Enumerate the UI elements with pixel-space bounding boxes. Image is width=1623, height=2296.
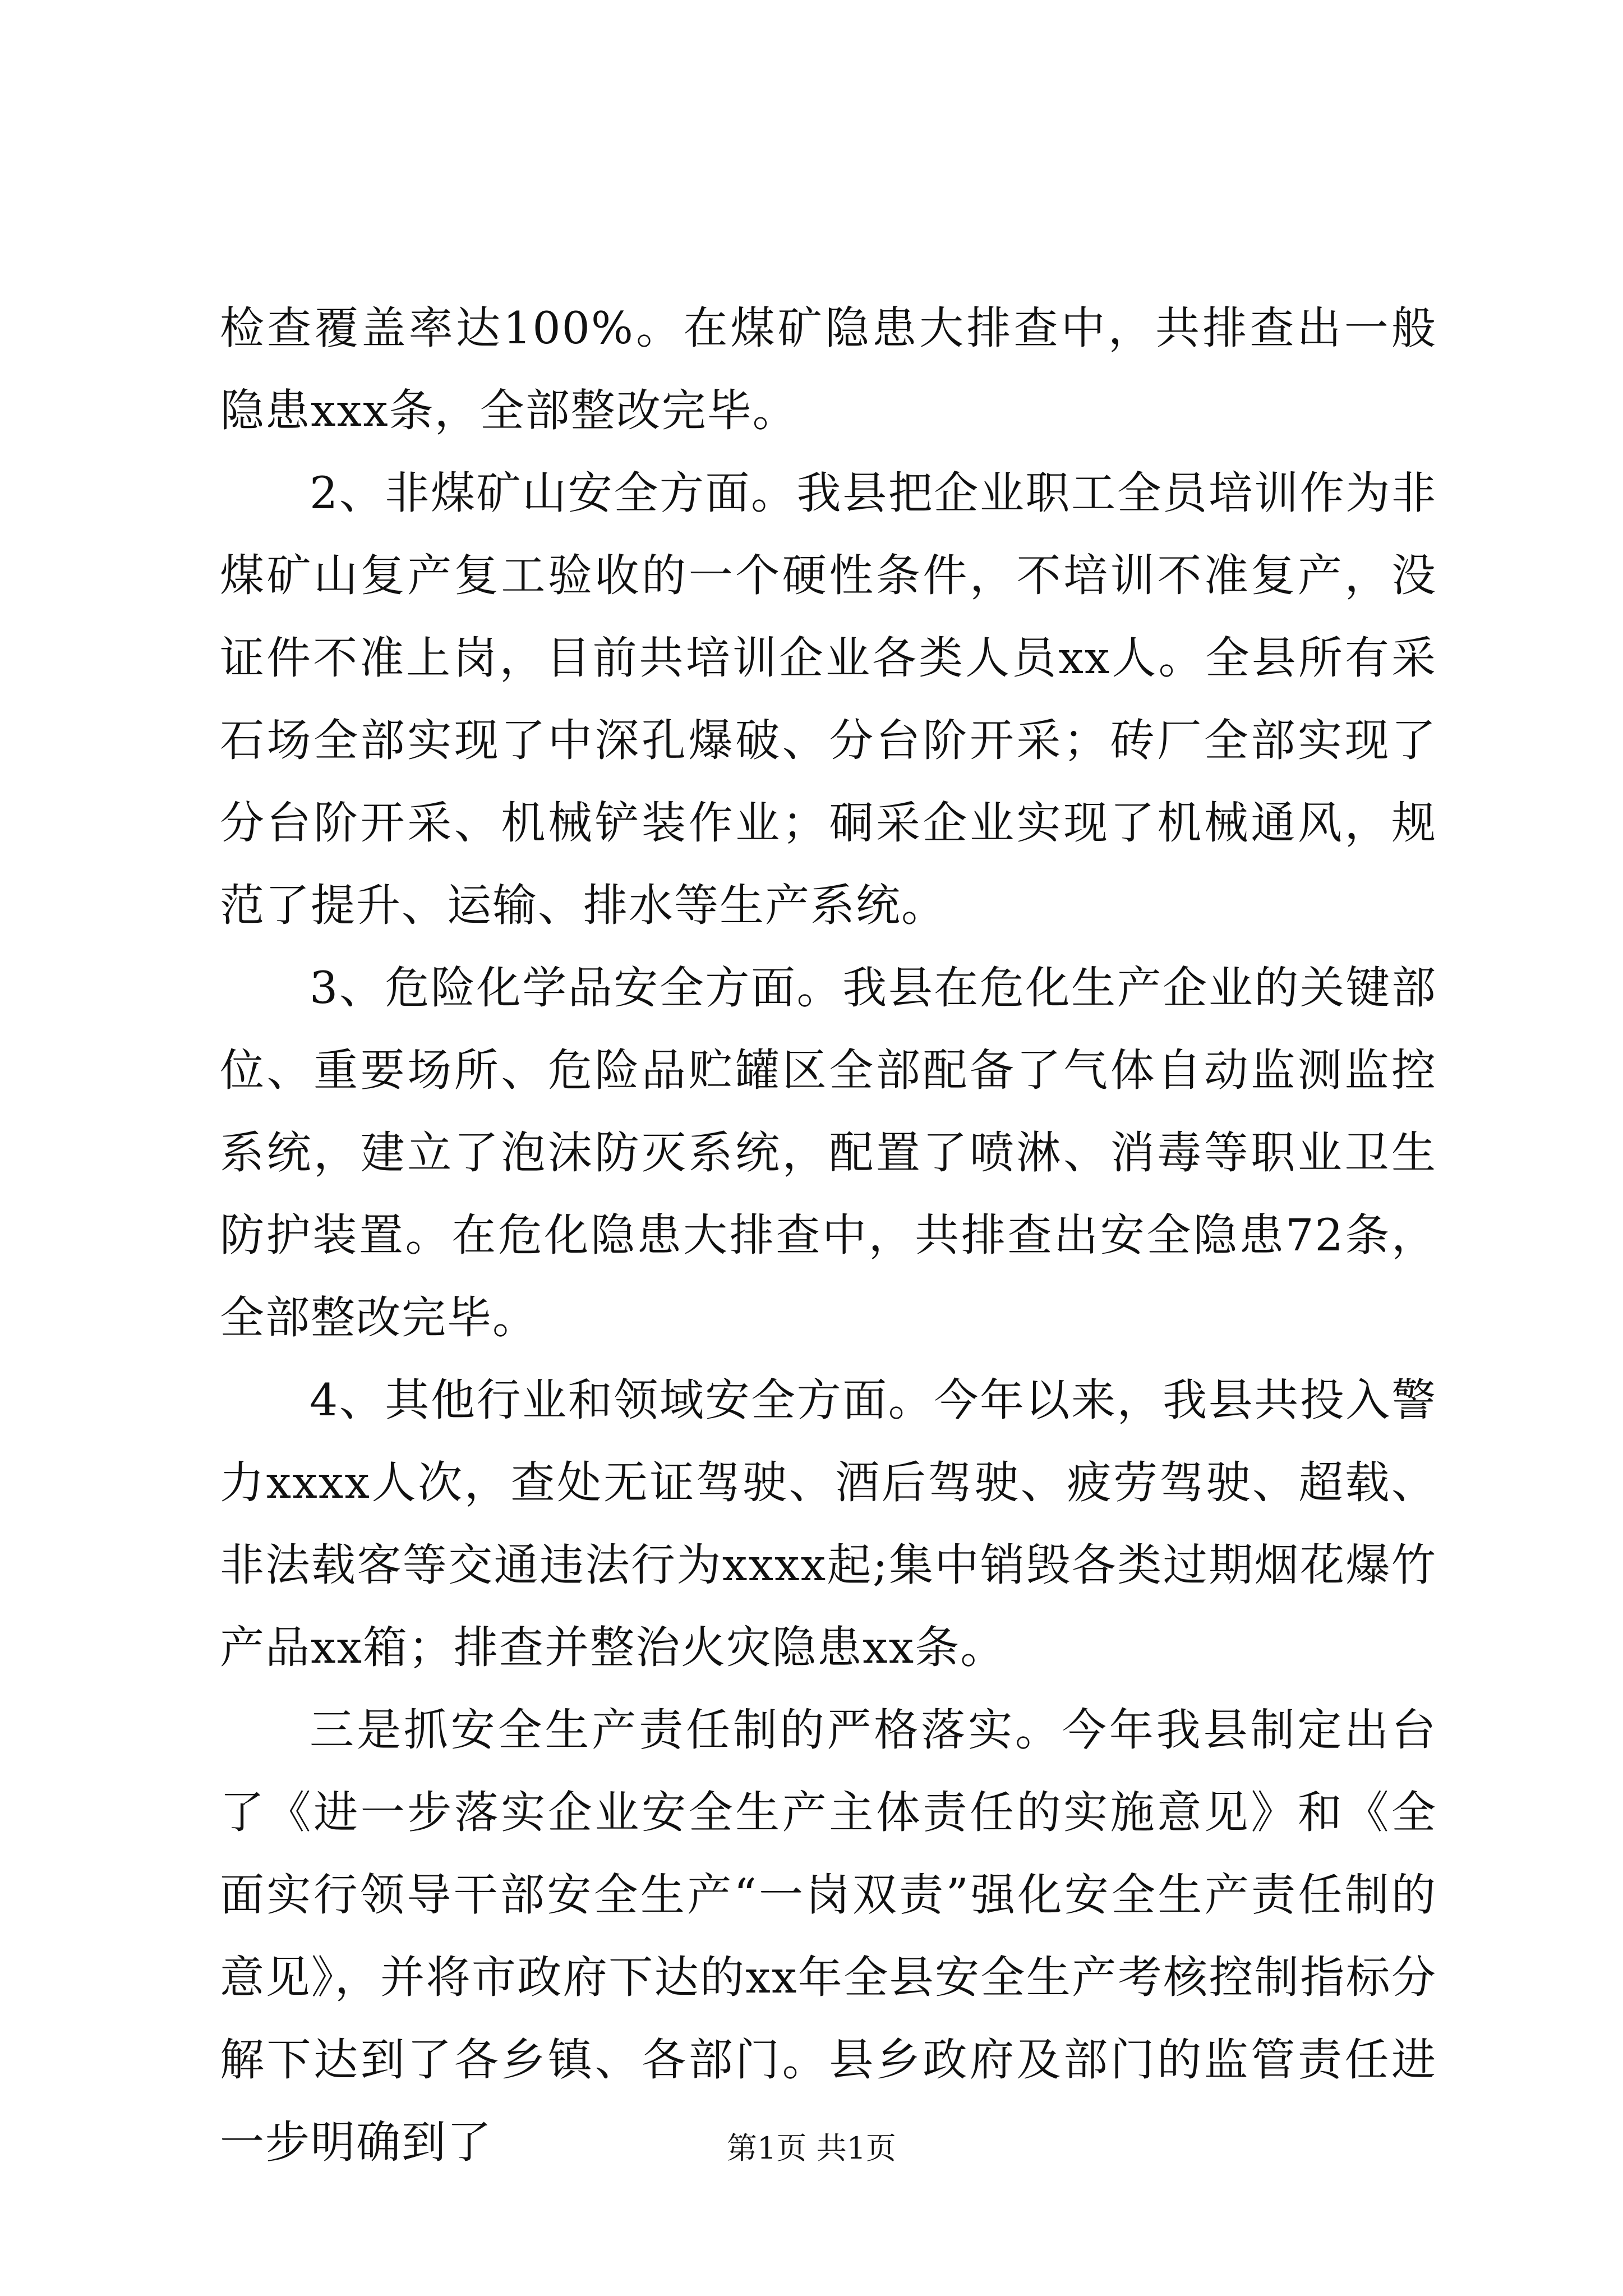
paragraph-hazardous-chemicals-safety: 3、危险化学品安全方面。我县在危化生产企业的关键部位、重要场所、危险品贮罐区全部配备了气体自动监测监控系统，建立了泡沫防灭系统，配置了喷淋、消毒等职业卫生防护装置。在危化隐患大排查中，共排查出安全隐患72条，全部整改完毕。 bbox=[220, 962, 1437, 1343]
paragraph-responsibility-system: 三是抓安全生产责任制的严格落实。今年我县制定出台了《进一步落实企业安全生产主体责任的实施意见》和《全面实行领导干部安全生产“一岗双责”强化安全生产责任制的意见》，并将市政府下达的xx年全县安全生产考核控制指标分解下达到了各乡镇、各部门。县乡政府及部门的监管责任进一步明确到了 bbox=[220, 1704, 1437, 2168]
paragraph-other-industries-safety: 4、其他行业和领域安全方面。今年以来，我县共投入警力xxxx人次，查处无证驾驶、酒后驾驶、疲劳驾驶、超载、非法载客等交通违法行为xxxx起;集中销毁各类过期烟花爆竹产品xx箱；排查并整治火灾隐患xx条。 bbox=[220, 1374, 1437, 1673]
document-body bbox=[220, 287, 1437, 2184]
paragraph-non-coal-mine-safety: 2、非煤矿山安全方面。我县把企业职工全员培训作为非煤矿山复产复工验收的一个硬性条件，不培训不准复产，没证件不准上岗，目前共培训企业各类人员xx人。全县所有采石场全部实现了中深孔爆破、分台阶开采；砖厂全部实现了分台阶开采、机械铲装作业；硐采企业实现了机械通风，规范了提升、运输、排水等生产系统。 bbox=[220, 467, 1437, 931]
paragraph-coal-mine-coverage: 检查覆盖率达100%。在煤矿隐患大排查中，共排查出一般隐患xxx条，全部整改完毕。 bbox=[220, 302, 1437, 436]
page-footer: 第1页 共1页 bbox=[727, 2131, 896, 2166]
